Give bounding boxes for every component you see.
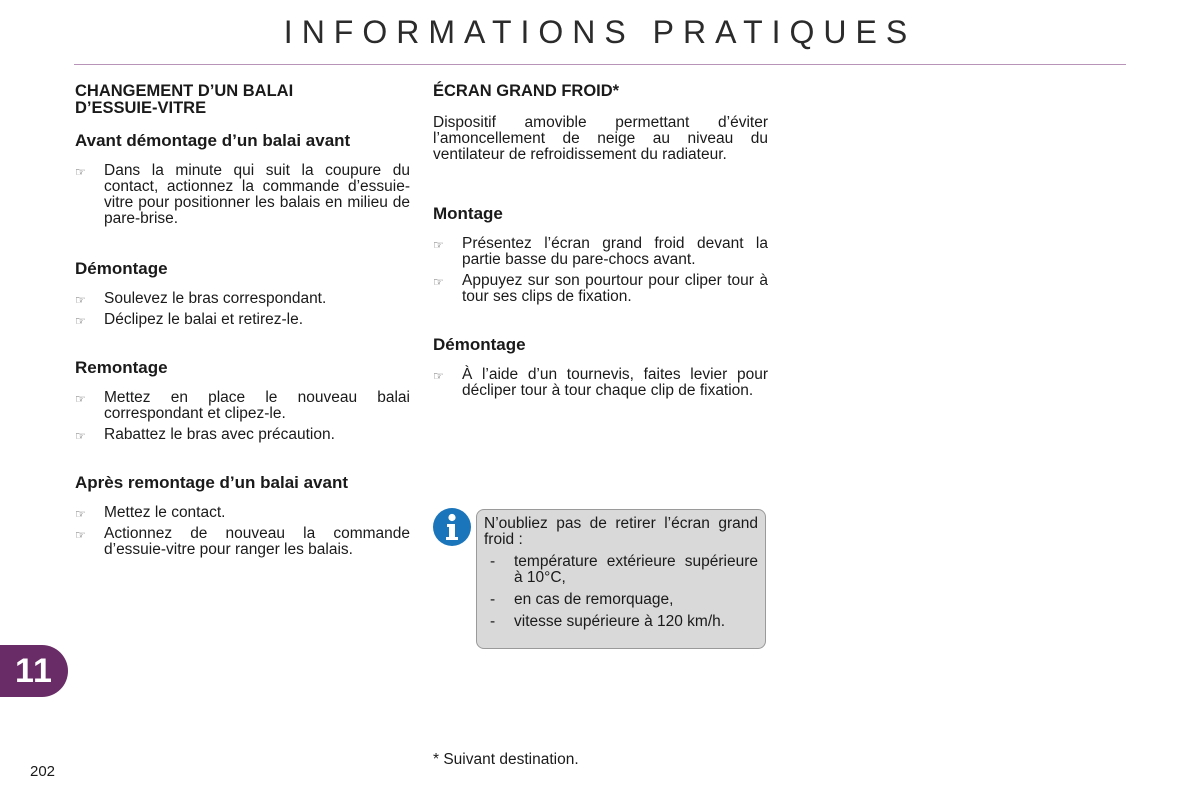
list-item <box>433 236 768 268</box>
note-intro: N’oubliez pas de retirer l’écran grand froid : <box>484 515 758 548</box>
list-item <box>75 526 410 558</box>
page-header-title: INFORMATIONS PRATIQUES <box>283 14 917 50</box>
bullet-list-demontage-ecran <box>433 367 768 399</box>
list-item-text: Dans la minute qui suit la coupure du contact, actionnez la commande d’essuie-vitre pour positionner les balais en milieu de pare-brise. <box>104 162 410 227</box>
pointing-hand-icon: ☞ <box>75 392 86 406</box>
section-title-line: CHANGEMENT D’UN BALAI <box>75 82 294 100</box>
note-item-text: vitesse supérieure à 120 km/h. <box>514 613 726 630</box>
section-title-line: D’ESSUIE-VITRE <box>75 99 207 117</box>
pointing-hand-icon: ☞ <box>433 369 444 383</box>
intro-paragraph: Dispositif amovible permettant d’éviter l’amoncellement de neige au niveau du ventilateur de refroidissement du radiateur. <box>433 114 768 163</box>
chapter-tab: 11 <box>0 645 68 697</box>
pointing-hand-icon: ☞ <box>433 238 444 252</box>
bullet-list-demontage <box>75 291 410 328</box>
dash-marker: - <box>490 613 496 630</box>
list-item <box>75 312 410 328</box>
pointing-hand-icon: ☞ <box>75 507 86 521</box>
list-item <box>75 291 410 307</box>
list-item <box>433 367 768 399</box>
subsection-title-remontage: Remontage <box>75 358 168 377</box>
list-item <box>433 273 768 305</box>
list-item-text: Actionnez de nouveau la commande d’essuie-vitre pour ranger les balais. <box>104 525 410 558</box>
page-number: 202 <box>30 763 56 780</box>
bullet-list-apres <box>75 505 410 558</box>
list-item-text: À l’aide d’un tournevis, faites levier pour décliper tour à tour chaque clip de fixation. <box>462 366 768 399</box>
dash-marker: - <box>490 553 496 570</box>
left-column <box>75 83 410 563</box>
list-item <box>75 505 410 521</box>
list-item <box>75 163 410 227</box>
list-item <box>75 427 410 443</box>
note-list-item <box>484 614 758 630</box>
subsection-title-demontage: Démontage <box>75 259 168 278</box>
dash-marker: - <box>490 591 496 608</box>
bullet-list-montage <box>433 236 768 305</box>
note-list-item <box>484 554 758 586</box>
subsection-title-montage: Montage <box>433 204 503 223</box>
footnote: * Suivant destination. <box>433 751 579 768</box>
pointing-hand-icon: ☞ <box>75 528 86 542</box>
list-item <box>75 390 410 422</box>
info-icon <box>433 508 471 546</box>
pointing-hand-icon: ☞ <box>75 314 86 328</box>
list-item-text: Déclipez le balai et retirez-le. <box>104 311 304 328</box>
note-item-text: température extérieure supérieure à 10°C, <box>514 553 758 586</box>
pointing-hand-icon: ☞ <box>75 293 86 307</box>
section-title-wiper <box>75 83 410 117</box>
pointing-hand-icon: ☞ <box>433 275 444 289</box>
list-item-text: Soulevez le bras correspondant. <box>104 290 327 307</box>
list-item-text: Rabattez le bras avec précaution. <box>104 426 335 443</box>
list-item-text: Appuyez sur son pourtour pour cliper tour à tour ses clips de fixation. <box>462 272 768 305</box>
subsection-title-demontage-ecran: Démontage <box>433 335 526 354</box>
note-list-item <box>484 592 758 608</box>
list-item-text: Mettez en place le nouveau balai correspondant et clipez-le. <box>104 389 410 422</box>
subsection-title-apres: Après remontage d’un balai avant <box>75 473 349 492</box>
bullet-list-remontage <box>75 390 410 443</box>
header-divider <box>74 64 1126 65</box>
pointing-hand-icon: ☞ <box>75 429 86 443</box>
list-item-text: Mettez le contact. <box>104 504 226 521</box>
pointing-hand-icon: ☞ <box>75 165 86 179</box>
subsection-title-avant: Avant démontage d’un balai avant <box>75 131 351 150</box>
middle-column <box>433 83 768 404</box>
section-title-screen: ÉCRAN GRAND FROID* <box>433 82 620 100</box>
info-note-box <box>476 509 766 649</box>
note-item-text: en cas de remorquage, <box>514 591 674 608</box>
bullet-list-avant <box>75 163 410 227</box>
list-item-text: Présentez l’écran grand froid devant la partie basse du pare-chocs avant. <box>462 235 768 268</box>
